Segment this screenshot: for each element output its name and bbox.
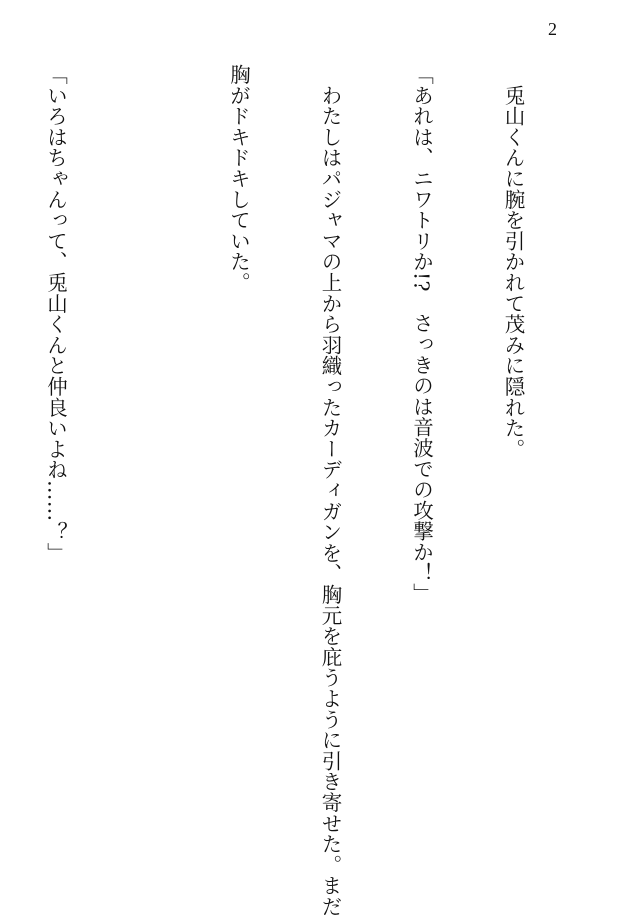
text-line: 兎山くんに腕を引かれて茂みに隠れた。 <box>501 64 525 460</box>
page-number: 2 <box>548 19 557 39</box>
text-line: 「いろはちゃんって、兎山くんと仲良いよね……？」 <box>43 64 68 564</box>
novel-body-text <box>0 64 589 917</box>
text-line: 胸がドキドキしていた。 <box>226 64 251 293</box>
text-line: わたしはパジャマの上から羽織ったカーディガンを、胸元を庇うように引き寄せた。まだ <box>318 64 342 917</box>
scene-break-blank-line <box>132 64 163 864</box>
text-line: 「あれは、ニワトリか!? さっきのは音波での攻撃か！」 <box>409 64 434 604</box>
